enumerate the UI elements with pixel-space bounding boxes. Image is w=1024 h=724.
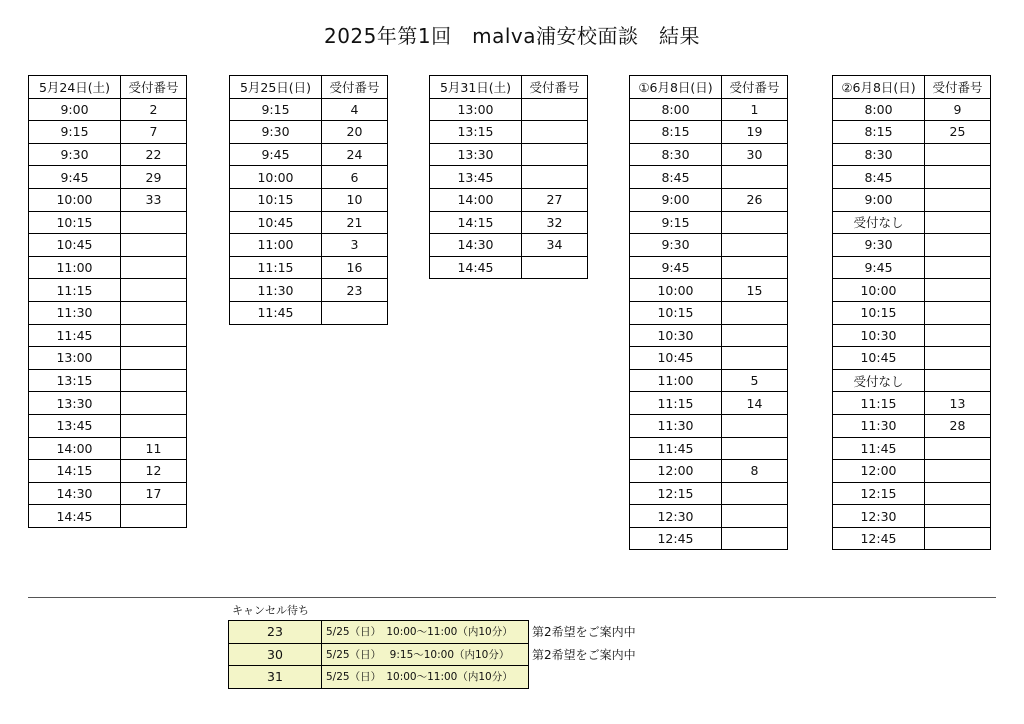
number-cell <box>121 211 187 234</box>
number-cell <box>925 505 991 528</box>
number-cell: 27 <box>522 188 588 211</box>
time-cell: 14:00 <box>29 437 121 460</box>
table-row <box>29 505 187 528</box>
time-cell: 9:30 <box>833 234 925 257</box>
number-cell: 10 <box>322 188 388 211</box>
time-cell: 10:45 <box>29 234 121 257</box>
number-cell <box>522 143 588 166</box>
time-cell: 11:15 <box>29 279 121 302</box>
table-row <box>430 188 588 211</box>
time-cell: 9:45 <box>833 256 925 279</box>
number-header: 受付番号 <box>925 76 991 99</box>
table-row <box>430 234 588 257</box>
number-cell <box>925 234 991 257</box>
table-row <box>833 460 991 483</box>
schedule-table-may31 <box>429 75 588 279</box>
number-cell <box>522 256 588 279</box>
number-cell: 24 <box>322 143 388 166</box>
table-row <box>630 437 788 460</box>
time-cell: 9:00 <box>833 188 925 211</box>
table-row <box>430 256 588 279</box>
table-row <box>833 98 991 121</box>
time-cell: 11:00 <box>630 369 722 392</box>
table-row <box>630 121 788 144</box>
number-cell <box>121 279 187 302</box>
time-cell: 10:30 <box>630 324 722 347</box>
schedule-table-may24 <box>28 75 187 528</box>
time-cell: 9:45 <box>29 166 121 189</box>
time-cell: 9:45 <box>230 143 322 166</box>
number-cell <box>722 347 788 370</box>
time-cell: 9:15 <box>29 121 121 144</box>
number-header: 受付番号 <box>522 76 588 99</box>
time-cell: 11:30 <box>29 301 121 324</box>
number-cell: 9 <box>925 98 991 121</box>
table-row <box>833 437 991 460</box>
number-cell: 5 <box>722 369 788 392</box>
date-header: ①6月8日(日) <box>630 76 722 99</box>
waitlist-slot-cell: 5/25（日） 10:00～11:00（内10分） <box>322 666 529 689</box>
number-cell <box>925 211 991 234</box>
table-row <box>29 279 187 302</box>
table-row <box>430 143 588 166</box>
number-cell: 14 <box>722 392 788 415</box>
time-cell: 10:30 <box>833 324 925 347</box>
table-row <box>29 188 187 211</box>
table-row <box>630 143 788 166</box>
time-cell: 8:15 <box>630 121 722 144</box>
table-row <box>630 392 788 415</box>
number-cell <box>722 482 788 505</box>
table-header-row <box>230 76 388 99</box>
page-title: 2025年第1回 malva浦安校面談 結果 <box>323 24 700 48</box>
waitlist-note: 第2希望をご案内中 <box>532 647 636 662</box>
number-cell: 8 <box>722 460 788 483</box>
table-row <box>630 98 788 121</box>
table-row <box>430 166 588 189</box>
number-cell: 21 <box>322 211 388 234</box>
table-row <box>230 121 388 144</box>
number-cell: 11 <box>121 437 187 460</box>
time-cell: 10:15 <box>29 211 121 234</box>
time-cell: 11:15 <box>230 256 322 279</box>
time-cell: 12:30 <box>630 505 722 528</box>
number-header: 受付番号 <box>322 76 388 99</box>
table-row <box>229 621 637 644</box>
number-cell <box>722 234 788 257</box>
table-row <box>833 301 991 324</box>
table-row <box>29 211 187 234</box>
number-cell: 7 <box>121 121 187 144</box>
table-row <box>229 643 637 666</box>
number-cell <box>722 256 788 279</box>
number-cell <box>925 279 991 302</box>
time-cell: 8:30 <box>630 143 722 166</box>
table-row <box>29 301 187 324</box>
table-row <box>833 256 991 279</box>
number-cell: 30 <box>722 143 788 166</box>
table-row <box>230 98 388 121</box>
time-cell: 12:15 <box>630 482 722 505</box>
table-row <box>230 301 388 324</box>
table-row <box>29 347 187 370</box>
number-cell: 12 <box>121 460 187 483</box>
time-cell: 14:00 <box>430 188 522 211</box>
time-cell: 9:15 <box>230 98 322 121</box>
table-row <box>833 527 991 550</box>
time-cell: 11:15 <box>833 392 925 415</box>
time-cell: 受付なし <box>833 211 925 234</box>
number-cell: 23 <box>322 279 388 302</box>
time-cell: 13:30 <box>430 143 522 166</box>
number-cell <box>121 414 187 437</box>
time-cell: 8:00 <box>630 98 722 121</box>
waitlist-number-cell: 23 <box>229 621 322 644</box>
table-header-row <box>630 76 788 99</box>
table-row <box>29 256 187 279</box>
table-row <box>630 166 788 189</box>
time-cell: 11:30 <box>230 279 322 302</box>
time-cell: 9:00 <box>29 98 121 121</box>
time-cell: 13:15 <box>430 121 522 144</box>
table-row <box>833 414 991 437</box>
number-cell <box>925 166 991 189</box>
number-cell <box>121 505 187 528</box>
time-cell: 13:45 <box>430 166 522 189</box>
table-row <box>833 279 991 302</box>
divider <box>28 597 996 598</box>
number-cell <box>722 505 788 528</box>
table-row <box>29 324 187 347</box>
time-cell: 10:00 <box>833 279 925 302</box>
number-cell: 2 <box>121 98 187 121</box>
waitlist-note: 第2希望をご案内中 <box>532 625 636 640</box>
time-cell: 10:45 <box>630 347 722 370</box>
table-row <box>230 143 388 166</box>
number-cell <box>722 211 788 234</box>
table-row <box>630 347 788 370</box>
time-cell: 10:00 <box>630 279 722 302</box>
time-cell: 14:15 <box>29 460 121 483</box>
time-cell: 10:15 <box>833 301 925 324</box>
time-cell: 12:00 <box>630 460 722 483</box>
table-row <box>29 369 187 392</box>
number-cell <box>925 324 991 347</box>
table-row <box>833 188 991 211</box>
waitlist-note <box>529 666 637 689</box>
table-row <box>630 301 788 324</box>
number-cell: 15 <box>722 279 788 302</box>
time-cell: 14:45 <box>29 505 121 528</box>
time-cell: 8:45 <box>833 166 925 189</box>
time-cell: 8:30 <box>833 143 925 166</box>
number-header: 受付番号 <box>722 76 788 99</box>
number-cell <box>925 437 991 460</box>
time-cell: 10:15 <box>230 188 322 211</box>
table-row <box>630 211 788 234</box>
time-cell: 10:15 <box>630 301 722 324</box>
table-row <box>833 392 991 415</box>
table-row <box>230 234 388 257</box>
table-row <box>833 166 991 189</box>
table-row <box>230 188 388 211</box>
waitlist-number-cell: 31 <box>229 666 322 689</box>
table-header-row <box>430 76 588 99</box>
number-cell: 29 <box>121 166 187 189</box>
table-row <box>430 98 588 121</box>
number-cell <box>522 121 588 144</box>
number-cell: 1 <box>722 98 788 121</box>
number-cell: 3 <box>322 234 388 257</box>
time-cell: 11:00 <box>230 234 322 257</box>
time-cell: 11:30 <box>630 414 722 437</box>
number-header: 受付番号 <box>121 76 187 99</box>
number-cell <box>925 301 991 324</box>
time-cell: 10:00 <box>29 188 121 211</box>
table-row <box>29 414 187 437</box>
table-row <box>29 437 187 460</box>
time-cell: 11:45 <box>833 437 925 460</box>
table-row <box>29 143 187 166</box>
number-cell <box>722 301 788 324</box>
table-row <box>430 121 588 144</box>
number-cell: 22 <box>121 143 187 166</box>
time-cell: 9:00 <box>630 188 722 211</box>
number-cell <box>121 234 187 257</box>
time-cell: 13:30 <box>29 392 121 415</box>
number-cell: 16 <box>322 256 388 279</box>
time-cell: 12:30 <box>833 505 925 528</box>
date-header: 5月31日(土) <box>430 76 522 99</box>
table-row <box>630 482 788 505</box>
number-cell <box>925 482 991 505</box>
table-row <box>630 369 788 392</box>
table-row <box>833 482 991 505</box>
table-row <box>833 324 991 347</box>
date-header: ②6月8日(日) <box>833 76 925 99</box>
date-header: 5月24日(土) <box>29 76 121 99</box>
number-cell: 33 <box>121 188 187 211</box>
time-cell: 9:30 <box>29 143 121 166</box>
time-cell: 9:15 <box>630 211 722 234</box>
time-cell: 14:30 <box>430 234 522 257</box>
time-cell: 8:00 <box>833 98 925 121</box>
table-row <box>230 256 388 279</box>
time-cell: 14:45 <box>430 256 522 279</box>
number-cell: 17 <box>121 482 187 505</box>
number-cell <box>121 392 187 415</box>
table-row <box>430 211 588 234</box>
table-row <box>630 279 788 302</box>
time-cell: 13:45 <box>29 414 121 437</box>
time-cell: 11:30 <box>833 414 925 437</box>
table-row <box>29 121 187 144</box>
number-cell <box>925 527 991 550</box>
table-row <box>29 460 187 483</box>
number-cell: 26 <box>722 188 788 211</box>
number-cell <box>925 369 991 392</box>
number-cell <box>322 301 388 324</box>
number-cell <box>925 347 991 370</box>
table-row <box>833 211 991 234</box>
schedule-table-jun8-1 <box>629 75 788 550</box>
table-row <box>833 505 991 528</box>
number-cell: 34 <box>522 234 588 257</box>
schedule-table-may25 <box>229 75 388 325</box>
number-cell <box>522 166 588 189</box>
time-cell: 12:15 <box>833 482 925 505</box>
number-cell <box>121 369 187 392</box>
number-cell <box>121 324 187 347</box>
number-cell: 25 <box>925 121 991 144</box>
time-cell: 13:00 <box>430 98 522 121</box>
table-row <box>230 166 388 189</box>
number-cell <box>925 460 991 483</box>
number-cell <box>722 437 788 460</box>
table-row <box>833 143 991 166</box>
time-cell: 13:15 <box>29 369 121 392</box>
time-cell: 9:45 <box>630 256 722 279</box>
number-cell: 4 <box>322 98 388 121</box>
table-row <box>833 234 991 257</box>
time-cell: 9:30 <box>630 234 722 257</box>
number-cell <box>722 527 788 550</box>
time-cell: 14:15 <box>430 211 522 234</box>
table-row <box>630 527 788 550</box>
number-cell: 19 <box>722 121 788 144</box>
number-cell <box>925 143 991 166</box>
table-row <box>29 482 187 505</box>
table-row <box>833 121 991 144</box>
table-row <box>29 234 187 257</box>
table-row <box>29 392 187 415</box>
number-cell: 13 <box>925 392 991 415</box>
number-cell <box>722 166 788 189</box>
time-cell: 11:45 <box>29 324 121 347</box>
time-cell: 11:15 <box>630 392 722 415</box>
table-row <box>630 324 788 347</box>
number-cell <box>925 256 991 279</box>
time-cell: 8:15 <box>833 121 925 144</box>
waitlist-number-cell: 30 <box>229 643 322 666</box>
number-cell <box>121 256 187 279</box>
time-cell: 10:45 <box>230 211 322 234</box>
waitlist-slot-cell: 5/25（日） 10:00～11:00（内10分） <box>322 621 529 644</box>
waitlist-slot-cell: 5/25（日） 9:15～10:00（内10分） <box>322 643 529 666</box>
table-header-row <box>29 76 187 99</box>
time-cell: 12:45 <box>630 527 722 550</box>
time-cell: 14:30 <box>29 482 121 505</box>
table-row <box>230 211 388 234</box>
number-cell: 6 <box>322 166 388 189</box>
table-row <box>29 166 187 189</box>
table-row <box>630 460 788 483</box>
table-row <box>229 666 637 689</box>
number-cell <box>121 301 187 324</box>
number-cell <box>522 98 588 121</box>
time-cell: 9:30 <box>230 121 322 144</box>
time-cell: 11:00 <box>29 256 121 279</box>
cancel-waitlist-label: キャンセル待ち <box>232 604 309 617</box>
number-cell: 28 <box>925 414 991 437</box>
table-row <box>630 234 788 257</box>
number-cell <box>722 324 788 347</box>
number-cell <box>925 188 991 211</box>
number-cell: 20 <box>322 121 388 144</box>
table-row <box>630 414 788 437</box>
time-cell: 10:00 <box>230 166 322 189</box>
time-cell: 11:45 <box>630 437 722 460</box>
table-header-row <box>833 76 991 99</box>
time-cell: 受付なし <box>833 369 925 392</box>
table-row <box>29 98 187 121</box>
time-cell: 10:45 <box>833 347 925 370</box>
schedule-table-jun8-2 <box>832 75 991 550</box>
time-cell: 11:45 <box>230 301 322 324</box>
table-row <box>630 188 788 211</box>
table-row <box>833 347 991 370</box>
time-cell: 12:45 <box>833 527 925 550</box>
cancel-waitlist-table <box>228 620 637 689</box>
table-row <box>630 505 788 528</box>
table-row <box>230 279 388 302</box>
table-row <box>833 369 991 392</box>
number-cell <box>722 414 788 437</box>
table-row <box>630 256 788 279</box>
number-cell: 32 <box>522 211 588 234</box>
number-cell <box>121 347 187 370</box>
date-header: 5月25日(日) <box>230 76 322 99</box>
time-cell: 13:00 <box>29 347 121 370</box>
time-cell: 8:45 <box>630 166 722 189</box>
time-cell: 12:00 <box>833 460 925 483</box>
